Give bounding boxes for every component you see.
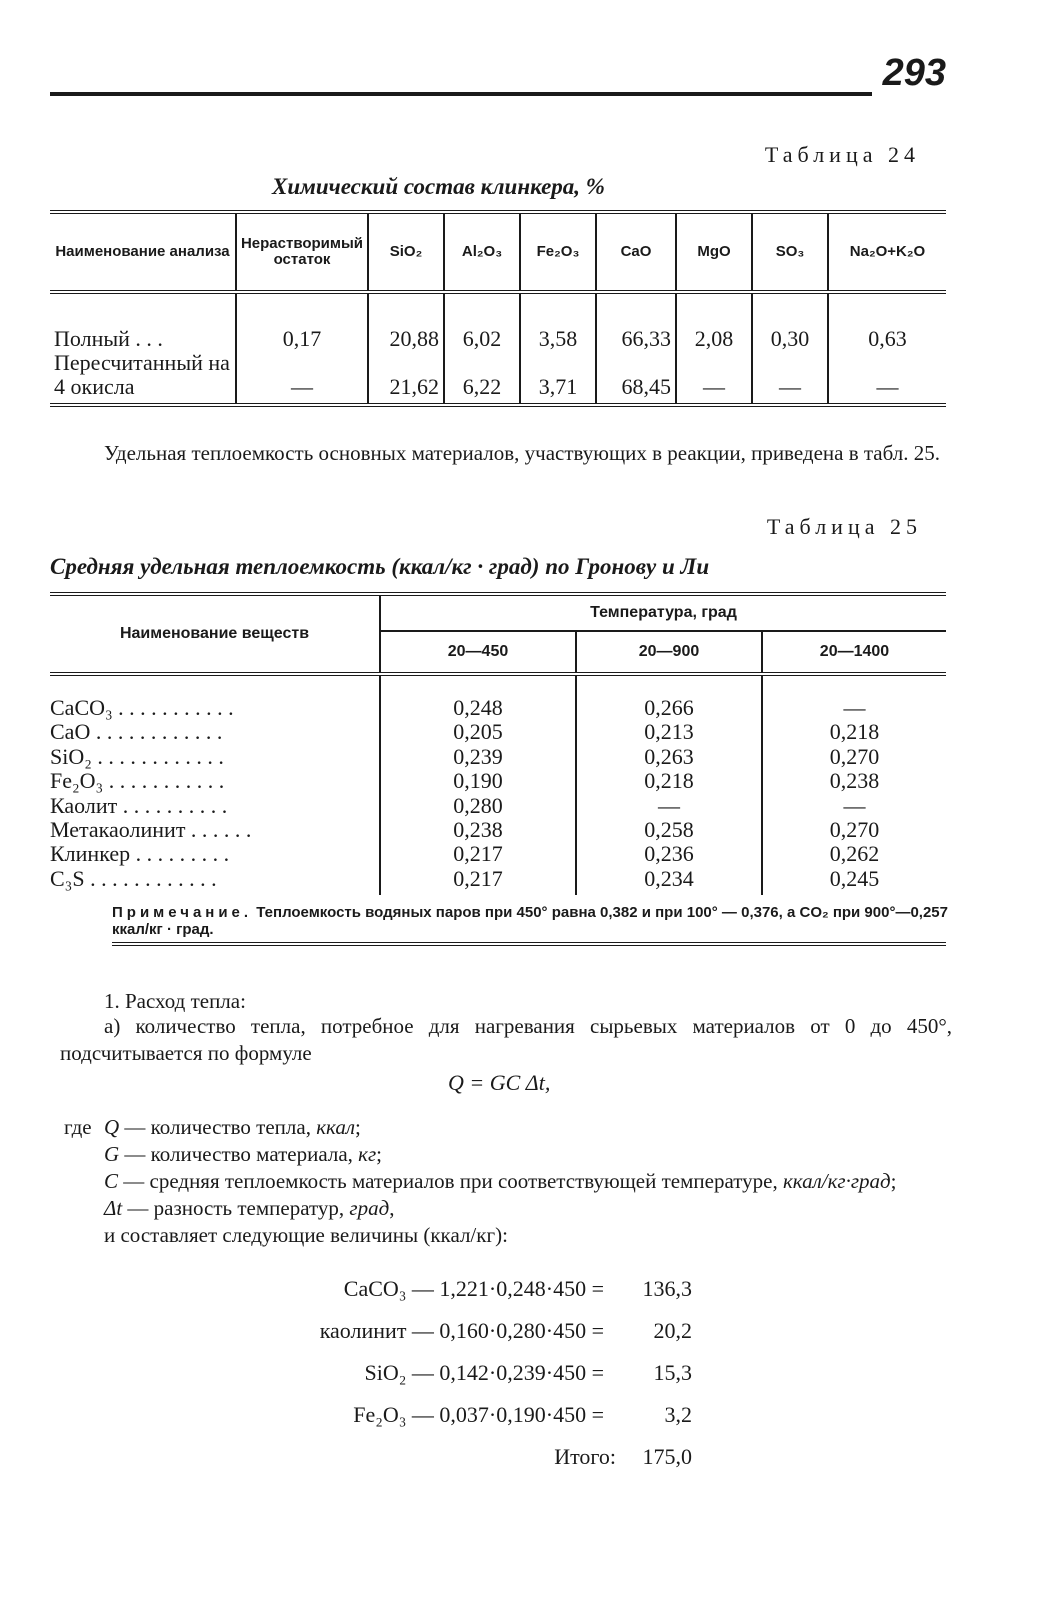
section-heading: 1. Расход тепла:: [104, 989, 246, 1013]
def-unit: град: [349, 1196, 390, 1220]
table24-cell: 21,62: [368, 351, 444, 405]
table25-value: 0,270: [829, 743, 880, 769]
table24-cell: 0,30: [752, 292, 828, 351]
def-unit: ккал/кг·град: [782, 1169, 891, 1193]
table25-temp-header-text: Температура, град: [590, 604, 737, 621]
table25-col-1400: [762, 674, 946, 895]
table25-temp-header: [380, 594, 946, 631]
table-row: [50, 674, 946, 895]
calc-rhs: 15,3: [653, 1360, 692, 1385]
table24-header: CaO: [596, 212, 676, 292]
table24-header: Нерастворимый остаток: [236, 212, 368, 292]
table24-cell: —: [236, 351, 368, 405]
page-number: 293: [882, 52, 946, 94]
defs-lead: где: [64, 1115, 92, 1139]
table24-header: Наименование анализа: [50, 212, 236, 292]
definition-item: [104, 1195, 950, 1222]
def-unit: кг: [358, 1142, 377, 1166]
header-rule: [50, 92, 872, 96]
note-label: Примечание.: [112, 904, 253, 921]
table-row: [50, 351, 946, 405]
table25-value: 0,239: [453, 743, 503, 769]
table25-value: —: [658, 792, 680, 818]
calc-rhs: 3,2: [664, 1402, 692, 1427]
table24-header: Al₂O₃: [444, 212, 520, 292]
summary-line: и составляет следующие величины (ккал/кг):: [104, 1223, 508, 1247]
def-symbol: Δt: [104, 1196, 123, 1220]
table25-label: Таблица 25: [766, 514, 922, 539]
table24-header: SiO₂: [368, 212, 444, 292]
list-item: Каолит . . . . . . . . . .: [50, 793, 228, 818]
table25-value: 0,205: [453, 719, 503, 745]
def-end: ,: [389, 1196, 395, 1220]
table25-temp-col: 20—450: [380, 631, 576, 674]
table24-header-row: [50, 212, 946, 292]
table25-value: 0,218: [829, 719, 880, 745]
definition-item: [104, 1114, 950, 1141]
table25-value: —: [843, 695, 866, 720]
def-text: — разность температур,: [127, 1196, 350, 1220]
list-item: Fe₂O₃ . . . . . . . . . . .: [50, 769, 225, 794]
def-end: ;: [355, 1115, 361, 1139]
table24-cell: 20,88: [368, 292, 444, 351]
calc-lhs: SiO₂ — 0,142·0,239·450 =: [364, 1360, 604, 1385]
calc-lhs: Fe₂O₃ — 0,037·0,190·450 =: [353, 1402, 604, 1427]
table24-cell: Полный . . .: [54, 326, 163, 351]
def-text: — количество тепла,: [124, 1115, 317, 1139]
def-symbol: Q: [104, 1115, 120, 1139]
table25-value: 0,213: [644, 719, 694, 745]
total-value: 175,0: [642, 1444, 692, 1469]
paragraph-item-a: а) количество тепла, потребное для нагревания сырьевых материалов от 0 до 450°, подсчитывается по формуле: [60, 1014, 952, 1065]
def-end: ;: [376, 1142, 383, 1166]
list-item: SiO₂ . . . . . . . . . . . .: [50, 744, 224, 769]
paragraph-intro: Удельная теплоемкость основных материалов, участвующих в реакции, приведена в табл. 25.: [104, 441, 941, 465]
table25-value: 0,262: [829, 841, 880, 867]
table25-temp-col: 20—1400: [762, 631, 946, 674]
table25-header-row: [50, 594, 946, 631]
table25-value: 0,258: [644, 817, 694, 843]
table24-label: Таблица 24: [764, 142, 920, 167]
def-text: — средняя теплоемкость материалов при соответствующей температуре,: [123, 1169, 783, 1193]
list-item: Метакаолинит . . . . . .: [50, 818, 252, 843]
table25-name-header: Наименование веществ: [50, 594, 380, 674]
list-item: CaCO₃ . . . . . . . . . . .: [50, 696, 234, 720]
table25-value: 0,217: [453, 841, 503, 867]
def-symbol: G: [104, 1142, 120, 1166]
table24-cell: 2,08: [676, 292, 752, 351]
table25: [50, 592, 946, 895]
definitions: [104, 1114, 950, 1249]
list-item: C₃S . . . . . . . . . . . .: [50, 866, 217, 891]
definition-item: [104, 1141, 950, 1168]
calc-lhs: CaCO₃ — 1,221·0,248·450 =: [343, 1276, 604, 1301]
calc-rhs: 136,3: [642, 1276, 692, 1301]
table24-cell: 3,71: [520, 351, 596, 405]
table24-header: SO₃: [752, 212, 828, 292]
table25-value: 0,234: [644, 865, 694, 891]
table25-value: 0,248: [453, 695, 503, 720]
calc-lhs: каолинит — 0,160·0,280·450 =: [319, 1318, 604, 1343]
table24-cell: —: [676, 351, 752, 405]
table25-value: 0,266: [644, 695, 694, 720]
table25-value: 0,238: [829, 768, 880, 794]
table25-title: Средняя удельная теплоемкость (ккал/кг · град) по Гронову и Ли: [50, 554, 710, 579]
def-symbol: C: [104, 1169, 119, 1193]
table25-note: [112, 904, 948, 938]
note-text: Теплоемкость водяных паров при 450° равна 0,382 и при 100° — 0,376, а CO₂ при 900°—0,257 ккал/кг · град.: [112, 904, 948, 938]
table-row: [50, 292, 946, 351]
list-item: Клинкер . . . . . . . . .: [50, 842, 230, 867]
note-rule: [112, 942, 946, 946]
def-text: — количество материала,: [124, 1142, 359, 1166]
table25-value: 0,245: [829, 865, 880, 891]
table25-value: 0,270: [829, 817, 880, 843]
table24-title: Химический состав клинкера, %: [272, 174, 605, 199]
table25-col-450: [380, 674, 576, 895]
table24-cell: 66,33: [596, 292, 676, 351]
table24-cell: 6,22: [444, 351, 520, 405]
total-label: Итого:: [554, 1444, 616, 1469]
table24-header: Na₂O+K₂O: [828, 212, 946, 292]
def-unit: ккал: [316, 1115, 355, 1139]
table25-value: 0,238: [453, 817, 503, 843]
table25-temp-col: 20—900: [576, 631, 762, 674]
table24: [50, 210, 946, 407]
def-end: ;: [890, 1169, 897, 1193]
table24-cell: —: [828, 351, 946, 405]
definition-item: [104, 1168, 950, 1195]
table25-value: 0,190: [453, 768, 503, 794]
table25-value: 0,217: [453, 865, 503, 891]
table25-value: —: [843, 792, 866, 818]
table24-cell: —: [752, 351, 828, 405]
table24-cell: 68,45: [596, 351, 676, 405]
table25-value: 0,263: [644, 743, 694, 769]
table24-cell: Пересчитанный на 4 окисла: [50, 351, 236, 405]
table25-value: 0,218: [644, 768, 694, 794]
calc-rhs: 20,2: [653, 1318, 692, 1343]
table24-cell: 3,58: [520, 292, 596, 351]
table24-cell: 6,02: [444, 292, 520, 351]
table24-cell: 0,63: [828, 292, 946, 351]
table24-cell: 0,17: [236, 292, 368, 351]
table24-header: MgO: [676, 212, 752, 292]
table25-value: 0,236: [644, 841, 694, 867]
table25-col-900: [576, 674, 762, 895]
table25-value: 0,280: [453, 792, 503, 818]
formula: Q = GC Δt,: [448, 1070, 551, 1095]
table25-names-cell: [50, 674, 380, 895]
list-item: CaO . . . . . . . . . . . .: [50, 720, 223, 745]
table24-header: Fe₂O₃: [520, 212, 596, 292]
